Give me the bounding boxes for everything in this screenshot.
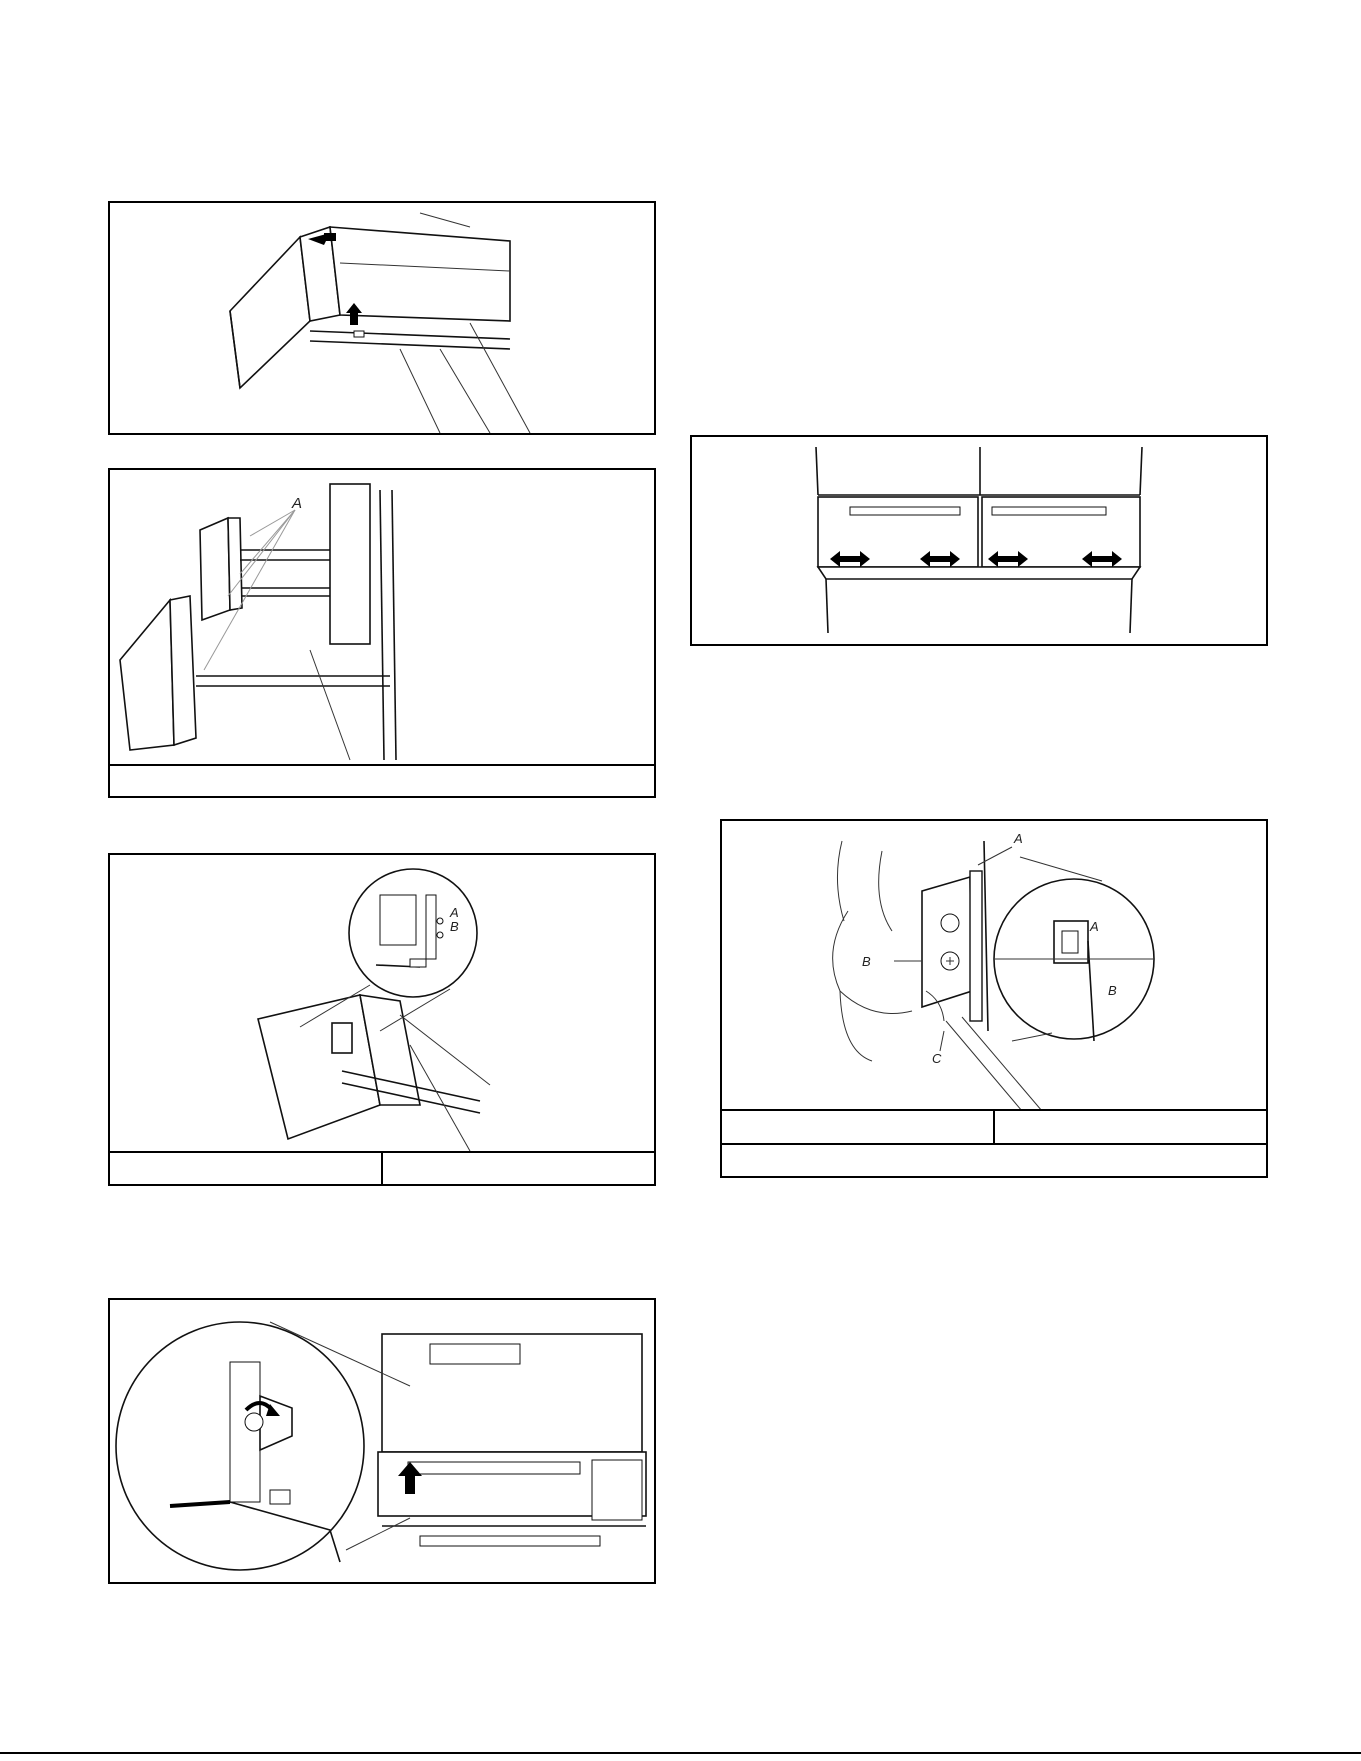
callout-label: A <box>450 905 459 920</box>
callout-label: B <box>1108 983 1117 998</box>
bracket-detail-illustration <box>110 855 654 1151</box>
figure-drawer-lift <box>108 201 656 435</box>
screw-adjust-illustration <box>110 1300 654 1582</box>
figure-drawer-alignment <box>690 435 1268 646</box>
callout-label: B <box>862 954 871 969</box>
figure-screw-adjust <box>108 1298 656 1584</box>
drawer-rails-illustration <box>110 470 654 766</box>
page-bottom-rule <box>0 1752 1361 1754</box>
caption-cell <box>110 1153 381 1184</box>
caption-row <box>722 1143 1266 1176</box>
hand-bracket-illustration <box>722 821 1266 1111</box>
caption-row <box>110 764 654 796</box>
caption-cell <box>722 1145 1266 1176</box>
callout-label: C <box>932 1051 942 1066</box>
caption-cell <box>722 1111 993 1143</box>
caption-row <box>110 1151 654 1184</box>
callout-label: B <box>450 919 459 934</box>
caption-cell <box>110 766 654 796</box>
drawer-lift-illustration <box>110 203 654 433</box>
callout-label: A <box>1014 831 1023 846</box>
figure-drawer-rails <box>108 468 656 798</box>
callout-label: A <box>1090 919 1099 934</box>
drawer-alignment-illustration <box>692 437 1266 644</box>
caption-cell <box>993 1111 1266 1143</box>
caption-cell <box>381 1153 654 1184</box>
figure-bracket-detail <box>108 853 656 1186</box>
caption-row <box>722 1109 1266 1143</box>
callout-label: A <box>292 495 303 512</box>
figure-hand-bracket <box>720 819 1268 1178</box>
